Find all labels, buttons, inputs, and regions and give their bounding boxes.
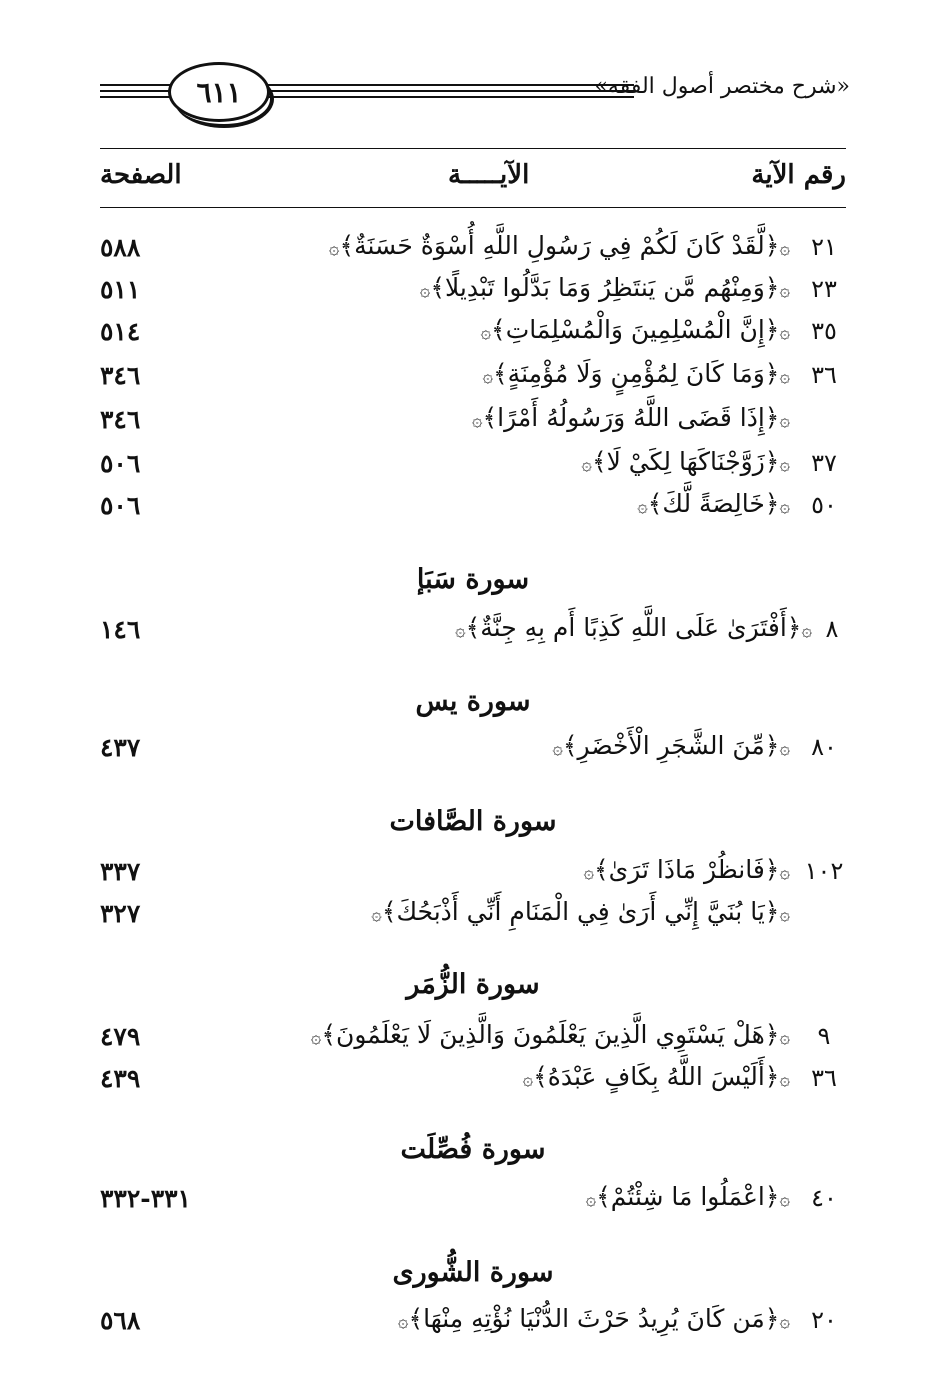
verse-text: ۞﴿لَّقَدْ كَانَ لَكُمْ فِي رَسُولِ اللَّهِ أُسْوَةٌ حَسَنَةٌ﴾۞ <box>328 231 790 260</box>
page-ref: ٥٠٦ <box>100 491 141 520</box>
table-row <box>100 611 846 651</box>
page-number: ٦١١ <box>168 62 270 122</box>
table-row <box>100 357 846 397</box>
verse-number: ٣٦ <box>811 1064 837 1092</box>
table-row <box>100 271 846 311</box>
table-row <box>100 1018 846 1058</box>
header-rule-right-mid <box>262 90 634 92</box>
column-header-verse: الآيـــــة <box>448 160 530 190</box>
header-rule-right-top <box>262 84 634 86</box>
verse-text: ۞﴿يَا بُنَيَّ إِنِّي أَرَىٰ فِي الْمَنَامِ أَنِّي أَذْبَحُكَ﴾۞ <box>371 897 790 926</box>
page-ref: ٥١١ <box>100 275 141 304</box>
column-header-page: الصفحة <box>100 160 182 190</box>
page-ref: ٥٨٨ <box>100 233 141 262</box>
verse-number: ٥٠ <box>811 491 837 519</box>
table-row <box>100 1060 846 1100</box>
verse-number: ٩ <box>817 1022 831 1050</box>
verse-text: ۞﴿مَن كَانَ يُرِيدُ حَرْثَ الدُّنْيَا نُؤْتِهِ مِنْهَا﴾۞ <box>397 1304 790 1333</box>
verse-text: ۞﴿إِذَا قَضَى اللَّهُ وَرَسُولُهُ أَمْرًا﴾۞ <box>471 403 790 432</box>
table-top-rule <box>100 148 846 149</box>
verse-number: ٢١ <box>811 233 837 261</box>
page-ref: ٣٣١-٣٣٢ <box>100 1184 191 1213</box>
page-ref: ٥٠٦ <box>100 449 141 478</box>
table-row <box>100 401 846 441</box>
column-header-verse-number: رقم الآية <box>751 160 846 190</box>
verse-text: ۞﴿مِّنَ الشَّجَرِ الْأَخْضَرِ﴾۞ <box>552 731 790 760</box>
verse-text: ۞﴿وَمَا كَانَ لِمُؤْمِنٍ وَلَا مُؤْمِنَةٍ﴾۞ <box>482 359 790 388</box>
surah-heading: سورة سَبَإ <box>416 564 530 595</box>
verse-text: ۞﴿زَوَّجْنَاكَهَا لِكَيْ لَا﴾۞ <box>581 447 790 476</box>
verse-text: ۞﴿أَفْتَرَىٰ عَلَى اللَّهِ كَذِبًا أَم بِهِ جِنَّةٌ﴾۞ <box>455 613 812 642</box>
header-rule-left-mid <box>100 90 172 92</box>
header-rule-left-top <box>100 84 172 86</box>
verse-number: ٢٣ <box>811 275 837 303</box>
verse-number: ٣٧ <box>811 449 837 477</box>
verse-text: ۞﴿إِنَّ الْمُسْلِمِينَ وَالْمُسْلِمَاتِ﴾۞ <box>480 315 790 344</box>
verse-number: ٨٠ <box>811 733 837 761</box>
table-row <box>100 229 846 269</box>
page-ref: ٤٣٩ <box>100 1064 141 1093</box>
table-row <box>100 853 846 893</box>
table-row <box>100 1180 846 1220</box>
header-rule-right-bottom <box>262 96 634 98</box>
table-row <box>100 487 846 527</box>
page-ref: ١٤٦ <box>100 615 141 644</box>
verse-number: ٣٥ <box>811 317 837 345</box>
verse-number: ٤٠ <box>811 1184 837 1212</box>
verse-number: ٣٦ <box>811 361 837 389</box>
book-title: «شرح مختصر أصول الفقه» <box>594 74 850 99</box>
surah-heading: سورة الزُّمَر <box>406 969 540 1000</box>
table-row <box>100 729 846 769</box>
verse-text: ۞﴿اعْمَلُوا مَا شِئْتُمْ﴾۞ <box>585 1182 790 1211</box>
verse-text: ۞﴿وَمِنْهُم مَّن يَنتَظِرُ وَمَا بَدَّلُوا تَبْدِيلًا﴾۞ <box>419 273 790 302</box>
table-row <box>100 445 846 485</box>
page-ref: ٣٣٧ <box>100 857 141 886</box>
page-ref: ٤٣٧ <box>100 733 141 762</box>
table-header-rule <box>100 207 846 208</box>
table-row <box>100 1302 846 1342</box>
surah-heading: سورة يس <box>415 686 531 717</box>
verse-text: ۞﴿فَانظُرْ مَاذَا تَرَىٰ﴾۞ <box>583 855 790 884</box>
page-ref: ٤٧٩ <box>100 1022 141 1051</box>
verse-text: ۞﴿خَالِصَةً لَّكَ﴾۞ <box>637 489 790 518</box>
table-row <box>100 895 846 935</box>
page-ref: ٣٤٦ <box>100 405 141 434</box>
table-row <box>100 313 846 353</box>
page-ref: ٥١٤ <box>100 317 141 346</box>
page-ref: ٣٤٦ <box>100 361 141 390</box>
header-rule-left-bottom <box>100 96 172 98</box>
surah-heading: سورة الشُّورى <box>392 1257 554 1288</box>
verse-text: ۞﴿هَلْ يَسْتَوِي الَّذِينَ يَعْلَمُونَ وَالَّذِينَ لَا يَعْلَمُونَ﴾۞ <box>310 1020 790 1049</box>
verse-number: ١٠٢ <box>804 857 844 885</box>
page-ref: ٥٦٨ <box>100 1306 141 1335</box>
verse-text: ۞﴿أَلَيْسَ اللَّهُ بِكَافٍ عَبْدَهُ﴾۞ <box>522 1062 790 1091</box>
verse-number: ٢٠ <box>811 1306 837 1334</box>
surah-heading: سورة فُصِّلَت <box>400 1134 546 1165</box>
page-ref: ٣٢٧ <box>100 899 141 928</box>
verse-number: ٨ <box>825 615 839 643</box>
surah-heading: سورة الصَّافات <box>389 806 557 837</box>
